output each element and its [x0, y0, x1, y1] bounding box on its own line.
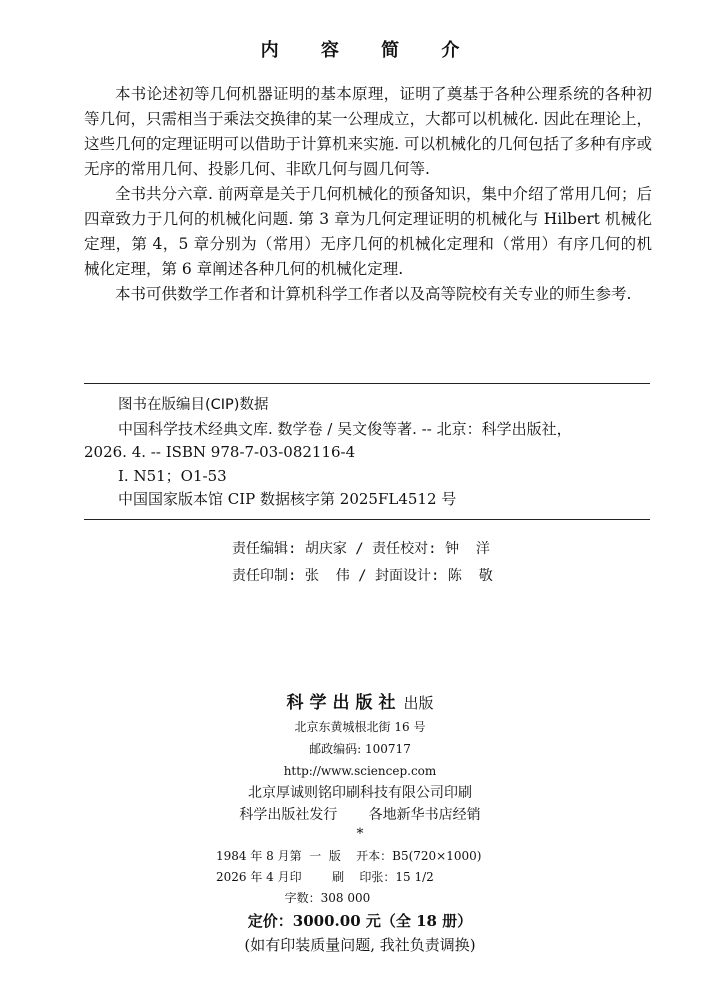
divider-top [84, 383, 650, 384]
edition-line: 1984 年 8 月第 一 版 开本：B5(720×1000) [216, 849, 482, 863]
cip-isbn-line: 2026. 4. -- ISBN 978-7-03-082116-4 [84, 443, 356, 461]
cip-classification-line: Ⅰ. N51；O1-53 [118, 466, 227, 485]
cip-record-number: 中国国家版本馆 CIP 数据核字第 2025FL4512 号 [118, 490, 457, 508]
intro-paragraph-3: 本书可供数学工作者和计算机科学工作者以及高等院校有关专业的师生参考. [115, 285, 632, 303]
intro-paragraph-1: 本书论述初等几何机器证明的基本原理，证明了奠基于各种公理系统的各种初等几何，只需相当于乘法交换律的某一公理成立，大都可以机械化. 因此在理论上，这些几何的定理证明可以借助于计算机来实施. 可以机械化的几何包括了多种有序或无序的常用几何、投影几何、非欧几何与圆几何等. [84, 85, 652, 178]
cip-block [84, 394, 652, 512]
print-specs [216, 846, 536, 909]
postcode: 邮政编码: 100717 [309, 742, 411, 756]
publisher-address: 北京东黄城根北街 16 号 [294, 720, 426, 734]
staff-row-editors: 责任编辑: 胡庆家 / 责任校对: 钟 洋 [232, 541, 490, 557]
staff-credits [0, 536, 720, 590]
distribution: 科学出版社发行 各地新华书店经销 [239, 807, 481, 823]
printing-line: 2026 年 4 月印 刷 印张：15 1/2 [216, 870, 434, 884]
page-title: 内 容 简 介 [260, 40, 478, 61]
publisher-line [0, 688, 720, 713]
cip-series-line: 中国科学技术经典文库. 数学卷 / 吴文俊等著. -- 北京：科学出版社， [118, 419, 572, 438]
website: http://www.sciencep.com [283, 764, 437, 778]
divider-bottom [84, 519, 650, 520]
separator-star: * [356, 826, 364, 842]
quality-notice: (如有印装质量问题, 我社负责调换) [244, 936, 476, 954]
publisher-name: 科学出版社 [286, 693, 402, 713]
introduction [84, 82, 652, 307]
intro-paragraph-2: 全书共分六章. 前两章是关于几何机械化的预备知识，集中介绍了常用几何；后四章致力于几何的机械化问题. 第 3 章为几何定理证明的机械化与 Hilbert 机械化定理，第 4，5 章分别为（常用）无序几何的机械化定理和（常用）有序几何的机械化定理，第 6 章阐述各种几何的机械化定理. [84, 185, 652, 278]
cip-heading: 图书在版编目(CIP)数据 [118, 397, 269, 413]
wordcount-line: 字数：308 000 [216, 891, 371, 905]
price: 定价：3000.00 元（全 18 册） [247, 912, 473, 930]
colophon [0, 716, 720, 842]
staff-row-production: 责任印制: 张 伟 / 封面设计: 陈 敬 [232, 568, 493, 584]
printer: 北京厚诚则铭印刷科技有限公司印刷 [248, 785, 472, 801]
publisher-suffix: 出版 [403, 694, 434, 712]
